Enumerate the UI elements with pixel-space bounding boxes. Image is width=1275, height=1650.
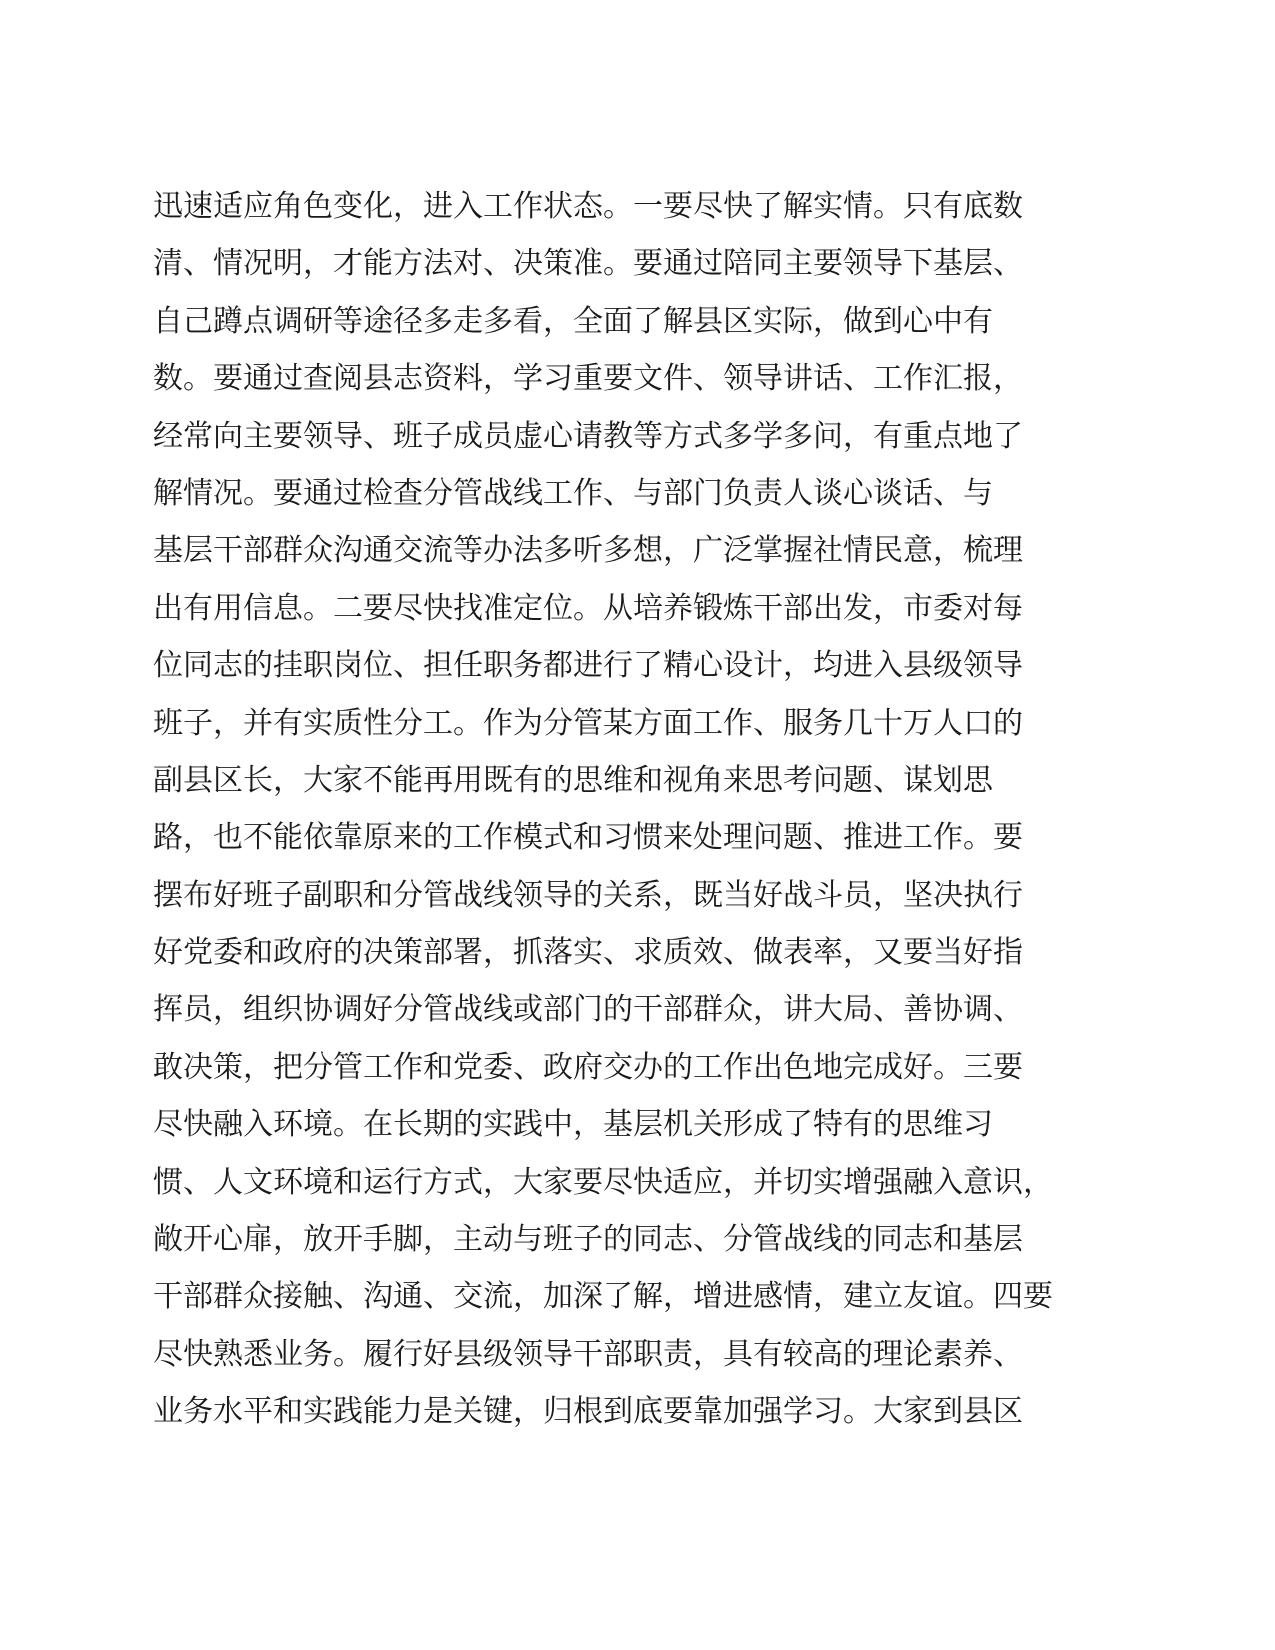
text-line: 尽快熟悉业务。履行好县级领导干部职责，具有较高的理论素养、 xyxy=(153,1336,1023,1372)
text-line: 路，也不能依靠原来的工作模式和习惯来处理问题、推进工作。要 xyxy=(153,820,1023,856)
text-line: 业务水平和实践能力是关键，归根到底要靠加强学习。大家到县区 xyxy=(153,1394,1023,1430)
body-text xyxy=(153,178,1113,1441)
text-line: 干部群众接触、沟通、交流，加深了解，增进感情，建立友谊。四要 xyxy=(153,1279,1053,1315)
text-line: 敞开心扉，放开手脚，主动与班子的同志、分管战线的同志和基层 xyxy=(153,1222,1023,1258)
text-line: 尽快融入环境。在长期的实践中，基层机关形成了特有的思维习 xyxy=(153,1107,993,1143)
text-line: 惯、人文环境和运行方式，大家要尽快适应，并切实增强融入意识， xyxy=(153,1164,1053,1200)
text-line: 挥员，组织协调好分管战线或部门的干部群众，讲大局、善协调、 xyxy=(153,992,1023,1028)
text-line: 经常向主要领导、班子成员虚心请教等方式多学多问，有重点地了 xyxy=(153,418,1023,454)
text-line: 解情况。要通过检查分管战线工作、与部门负责人谈心谈话、与 xyxy=(153,475,993,511)
text-line: 敢决策，把分管工作和党委、政府交办的工作出色地完成好。三要 xyxy=(153,1049,1023,1085)
text-line: 好党委和政府的决策部署，抓落实、求质效、做表率，又要当好指 xyxy=(153,935,1023,971)
text-line: 数。要通过查阅县志资料，学习重要文件、领导讲话、工作汇报， xyxy=(153,361,1023,397)
text-line: 出有用信息。二要尽快找准定位。从培养锻炼干部出发，市委对每 xyxy=(153,590,1023,626)
text-line: 自己蹲点调研等途径多走多看，全面了解县区实际，做到心中有 xyxy=(153,303,993,339)
text-line: 摆布好班子副职和分管战线领导的关系，既当好战斗员，坚决执行 xyxy=(153,877,1023,913)
text-line: 迅速适应角色变化，进入工作状态。一要尽快了解实情。只有底数 xyxy=(153,189,1023,224)
text-line: 清、情况明，才能方法对、决策准。要通过陪同主要领导下基层、 xyxy=(153,246,1023,282)
text-line: 副县区长，大家不能再用既有的思维和视角来思考问题、谋划思 xyxy=(153,762,993,798)
text-line: 基层干部群众沟通交流等办法多听多想，广泛掌握社情民意，梳理 xyxy=(153,533,1023,569)
text-line: 班子，并有实质性分工。作为分管某方面工作、服务几十万人口的 xyxy=(153,705,1023,741)
text-line: 位同志的挂职岗位、担任职务都进行了精心设计，均进入县级领导 xyxy=(153,648,1023,684)
